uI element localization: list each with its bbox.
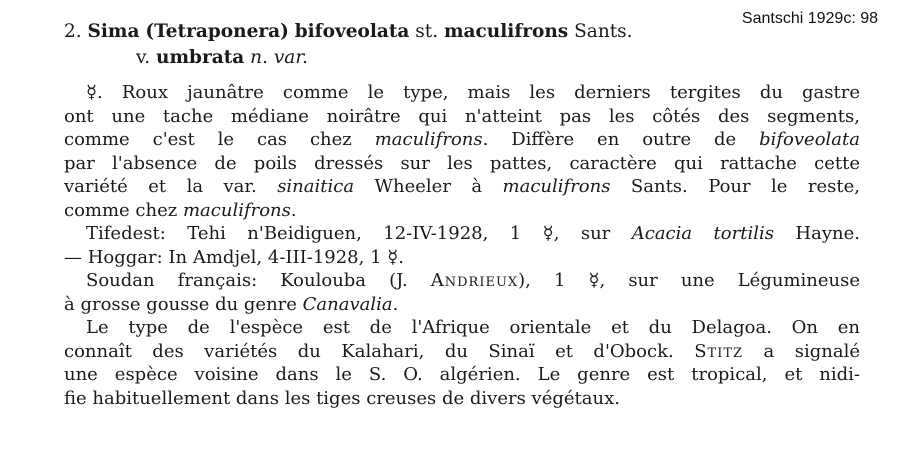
heading-st: st.	[415, 21, 439, 42]
paragraph-distribution	[64, 316, 860, 410]
text-line: ☿. Roux jaunâtre comme le type, mais les derniers tergites du gastre	[86, 82, 860, 103]
text-line: Soudan français: Koulouba (J. Andrieux), 1 ☿, sur une Légumineuse	[86, 270, 860, 291]
text-line: à grosse gousse du genre Canavalia.	[64, 293, 399, 315]
text-line: comme c'est le cas chez maculifrons. Diffère en outre de bifoveolata	[64, 129, 860, 150]
paragraph-locality-tifedest	[64, 222, 860, 269]
text-line: variété et la var. sinaitica Wheeler à maculifrons Sants. Pour le reste,	[64, 176, 860, 197]
heading-line-2	[64, 45, 633, 71]
citation-label: Santschi 1929c: 98	[741, 10, 878, 27]
document-body	[64, 81, 860, 410]
text-line: Le type de l'espèce est de l'Afrique orientale et du Delagoa. On en	[86, 317, 860, 338]
paragraph-description	[64, 81, 860, 222]
text-line: par l'absence de poils dressés sur les pattes, caractère qui rattache cette	[64, 152, 860, 174]
text-line: une espèce voisine dans le S. O. algérien. Le genre est tropical, et nidi-	[64, 364, 860, 385]
heading-species: bifoveolata	[294, 21, 410, 42]
text-line: connaît des variétés du Kalahari, du Sinaï et d'Obock. Stitz a signalé	[64, 340, 860, 362]
heading-author: Sants.	[574, 21, 633, 42]
heading-status: n. var.	[250, 47, 309, 68]
text-line: ont une tache médiane noirâtre qui n'atteint pas les côtés des segments,	[64, 105, 860, 127]
text-line: Tifedest: Tehi n'Beidiguen, 12-IV-1928, 1 ☿, sur Acacia tortilis Hayne.	[86, 223, 860, 244]
heading-variety: umbrata	[156, 47, 245, 68]
heading-subgenus: (Tetraponera)	[145, 21, 289, 42]
heading-subspecies: maculifrons	[443, 21, 569, 42]
heading-number: 2.	[64, 21, 82, 42]
text-line: comme chez maculifrons.	[64, 199, 297, 221]
heading-genus: Sima	[87, 21, 140, 42]
text-line: fie habituellement dans les tiges creuses de divers végétaux.	[64, 387, 620, 409]
text-line: — Hoggar: In Amdjel, 4-III-1928, 1 ☿.	[64, 246, 405, 268]
heading-line-1	[64, 19, 633, 45]
taxon-heading	[64, 19, 633, 71]
heading-v: v.	[136, 47, 151, 68]
paragraph-locality-soudan	[64, 269, 860, 316]
